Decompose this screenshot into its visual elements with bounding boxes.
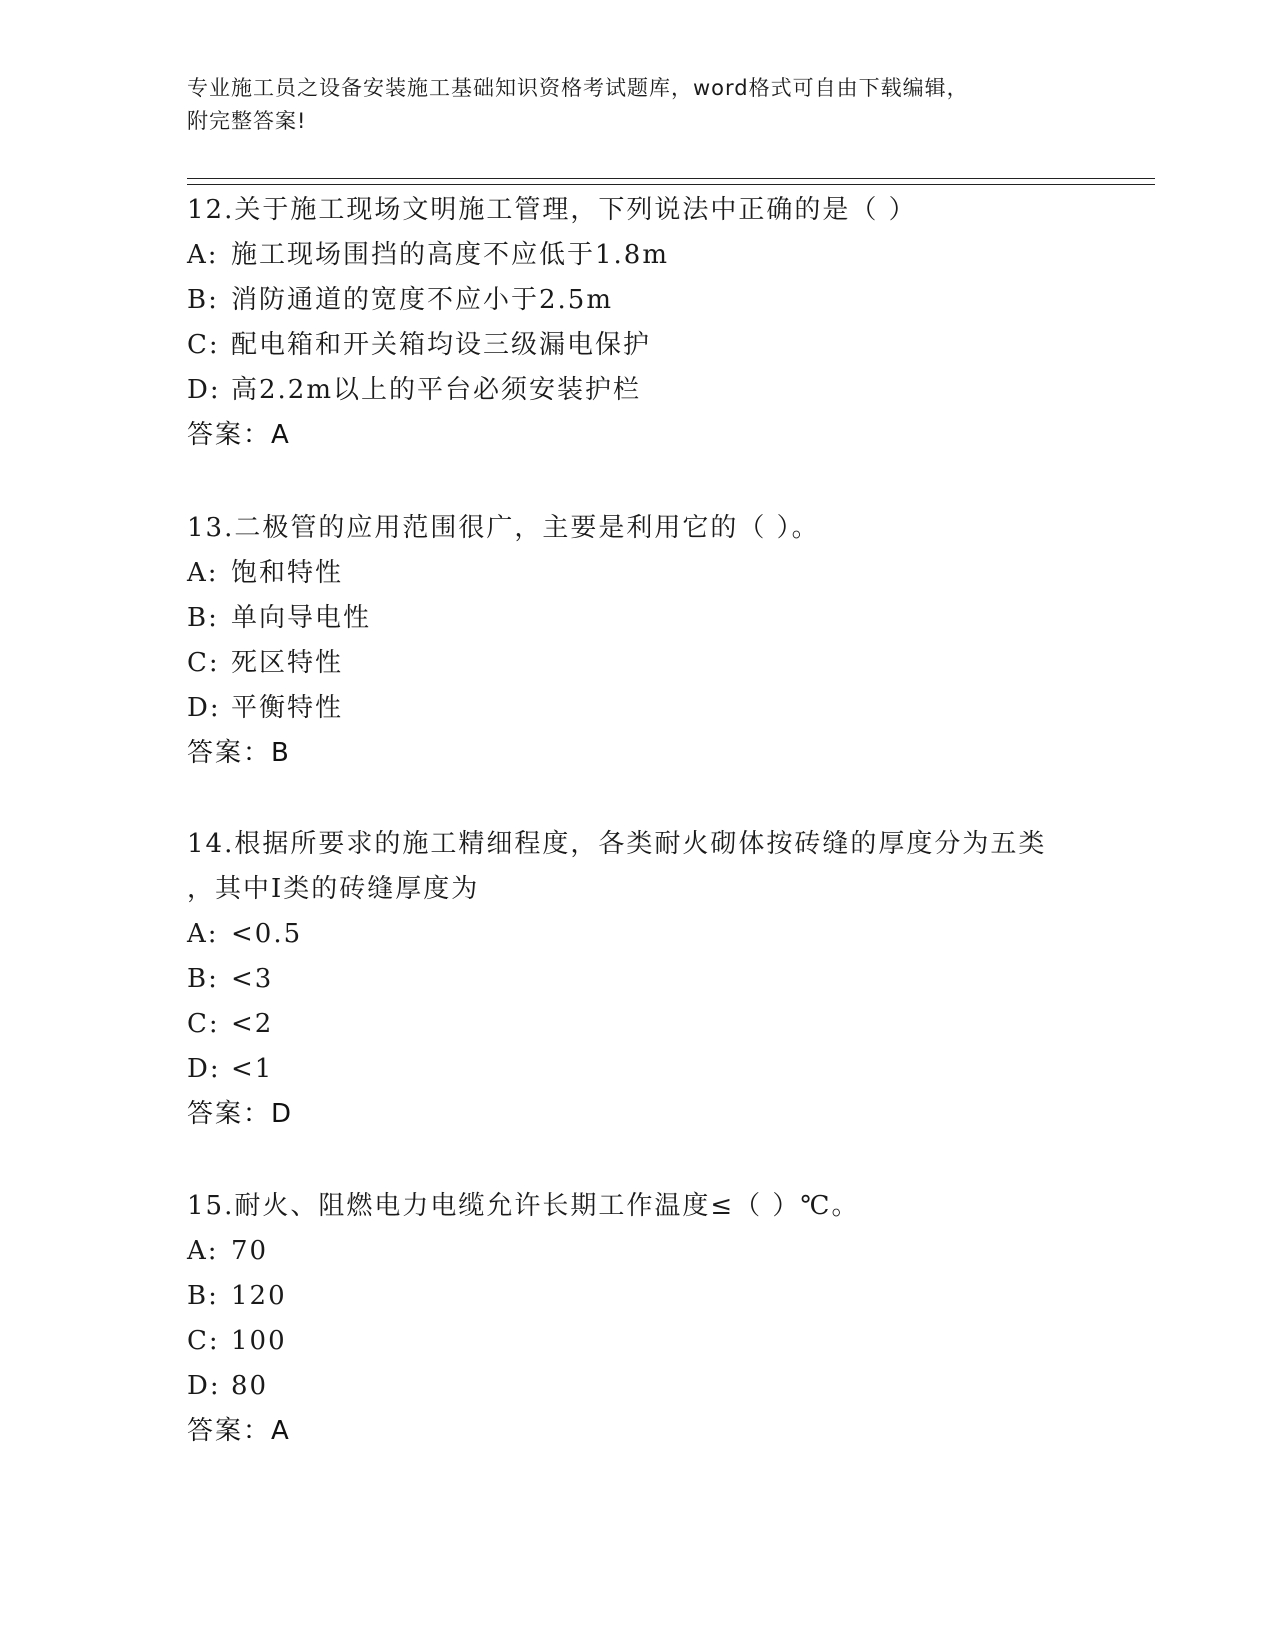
option-a bbox=[187, 551, 1087, 596]
option-c bbox=[187, 1002, 1087, 1047]
option-key: B: bbox=[187, 285, 219, 315]
option-c bbox=[187, 641, 1087, 686]
header-divider-bottom bbox=[187, 184, 1155, 185]
option-text: 70 bbox=[231, 1236, 269, 1266]
option-key: C: bbox=[187, 648, 220, 678]
option-key: D: bbox=[187, 1371, 221, 1401]
answer-line: 答案：A bbox=[187, 420, 291, 450]
option-text: 100 bbox=[231, 1326, 287, 1356]
question-text bbox=[187, 188, 1087, 233]
question-text bbox=[187, 1184, 1087, 1229]
header-line-1: 专业施工员之设备安装施工基础知识资格考试题库，word格式可自由下载编辑， bbox=[187, 76, 969, 100]
option-d bbox=[187, 1047, 1087, 1092]
option-a bbox=[187, 233, 1087, 278]
answer-line: 答案：D bbox=[187, 1099, 294, 1129]
option-text: 施工现场围挡的高度不应低于1.8m bbox=[231, 240, 670, 270]
question-13 bbox=[187, 506, 1087, 776]
option-key: D: bbox=[187, 693, 221, 723]
answer-line: 答案：A bbox=[187, 1416, 291, 1446]
option-key: D: bbox=[187, 375, 221, 405]
option-d bbox=[187, 686, 1087, 731]
option-key: A: bbox=[187, 240, 219, 270]
header-divider-top bbox=[187, 178, 1155, 179]
option-b bbox=[187, 957, 1087, 1002]
option-d bbox=[187, 1364, 1087, 1409]
option-key: A: bbox=[187, 1236, 219, 1266]
option-key: B: bbox=[187, 964, 219, 994]
option-b bbox=[187, 596, 1087, 641]
question-text-line: 13.二极管的应用范围很广，主要是利用它的（ ）。 bbox=[187, 513, 820, 543]
option-text: 饱和特性 bbox=[231, 558, 344, 588]
option-text: 配电箱和开关箱均设三级漏电保护 bbox=[231, 330, 652, 360]
option-d bbox=[187, 368, 1087, 413]
option-text: 消防通道的宽度不应小于2.5m bbox=[231, 285, 614, 315]
question-text bbox=[187, 822, 1087, 912]
option-a bbox=[187, 912, 1087, 957]
option-b bbox=[187, 1274, 1087, 1319]
option-key: C: bbox=[187, 1326, 220, 1356]
option-text: <1 bbox=[231, 1054, 274, 1084]
option-key: C: bbox=[187, 330, 220, 360]
header-line-2: 附完整答案! bbox=[187, 109, 307, 133]
option-c bbox=[187, 1319, 1087, 1364]
option-key: A: bbox=[187, 919, 219, 949]
question-14 bbox=[187, 822, 1087, 1137]
option-text: 80 bbox=[231, 1371, 269, 1401]
option-text: 平衡特性 bbox=[231, 693, 344, 723]
option-key: C: bbox=[187, 1009, 220, 1039]
question-text bbox=[187, 506, 1087, 551]
question-text-line: 12.关于施工现场文明施工管理，下列说法中正确的是（ ） bbox=[187, 195, 917, 225]
option-text: 120 bbox=[231, 1281, 287, 1311]
question-text-continuation: ，其中Ⅰ类的砖缝厚度为 bbox=[187, 874, 480, 904]
question-12 bbox=[187, 188, 1087, 458]
option-a bbox=[187, 1229, 1087, 1274]
option-text: 高2.2m以上的平台必须安装护栏 bbox=[231, 375, 642, 405]
option-b bbox=[187, 278, 1087, 323]
option-key: A: bbox=[187, 558, 219, 588]
question-15 bbox=[187, 1184, 1087, 1454]
option-text: 死区特性 bbox=[231, 648, 344, 678]
option-text: <2 bbox=[231, 1009, 274, 1039]
option-text: <0.5 bbox=[231, 919, 303, 949]
option-key: B: bbox=[187, 1281, 219, 1311]
option-text: 单向导电性 bbox=[231, 603, 372, 633]
option-text: <3 bbox=[231, 964, 274, 994]
option-key: D: bbox=[187, 1054, 221, 1084]
option-key: B: bbox=[187, 603, 219, 633]
option-c bbox=[187, 323, 1087, 368]
question-text-line: 15.耐火、阻燃电力电缆允许长期工作温度≤（ ）℃。 bbox=[187, 1191, 860, 1221]
document-header bbox=[187, 72, 1067, 138]
question-text-line: 14.根据所要求的施工精细程度，各类耐火砌体按砖缝的厚度分为五类 bbox=[187, 829, 1047, 859]
answer-line: 答案：B bbox=[187, 738, 291, 768]
